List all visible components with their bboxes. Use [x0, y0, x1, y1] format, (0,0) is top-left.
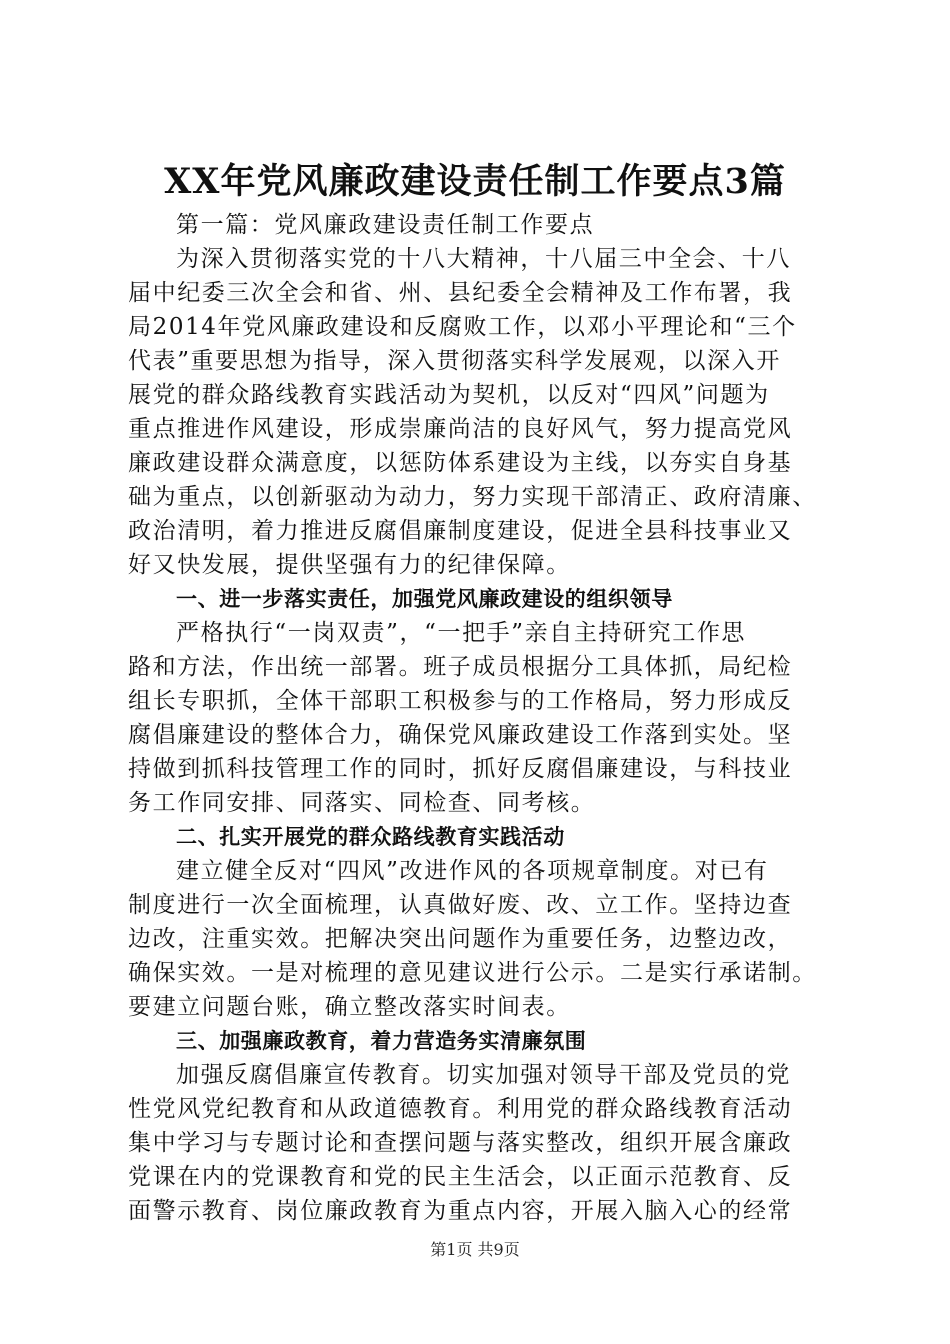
paragraph-line: 要建立问题台账，确立整改落实时间表。 [128, 994, 571, 1020]
paragraph-line: 党课在内的党课教育和党的民主生活会，以正面示范教育、反 [128, 1164, 793, 1190]
section-heading: 三、加强廉政教育，着力营造务实清廉氛围 [176, 1029, 587, 1053]
paragraph-line: 性党风党纪教育和从政道德教育。利用党的群众路线教育活动 [128, 1096, 793, 1122]
paragraph-line: 制度进行一次全面梳理，认真做好废、改、立工作。坚持边查 [128, 892, 793, 918]
paragraph-line: 建立健全反对“四风”改进作风的各项规章制度。对已有 [176, 858, 769, 884]
paragraph-line: 腐倡廉建设的整体合力，确保党风廉政建设工作落到实处。坚 [128, 722, 793, 748]
section-heading: 二、扎实开展党的群众路线教育实践活动 [176, 825, 565, 849]
paragraph-line: 政治清明，着力推进反腐倡廉制度建设，促进全县科技事业又 [128, 518, 793, 544]
paragraph-line: 好又快发展，提供坚强有力的纪律保障。 [128, 552, 571, 578]
paragraph-line: 届中纪委三次全会和省、州、县纪委全会精神及工作布署，我 [128, 280, 793, 306]
paragraph-line: 边改，注重实效。把解决突出问题作为重要任务，边整边改， [128, 926, 793, 952]
paragraph-line: 务工作同安排、同落实、同检查、同考核。 [128, 790, 596, 816]
paragraph-line: 组长专职抓，全体干部职工积极参与的工作格局，努力形成反 [128, 688, 793, 714]
paragraph-line: 加强反腐倡廉宣传教育。切实加强对领导干部及党员的党 [176, 1062, 791, 1088]
paragraph-line: 为深入贯彻落实党的十八大精神，十八届三中全会、十八 [176, 246, 791, 272]
paragraph-line: 严格执行“一岗双责”，“一把手”亲自主持研究工作思 [176, 620, 747, 646]
paragraph-line: 确保实效。一是对梳理的意见建议进行公示。二是实行承诺制。 [128, 960, 817, 986]
paragraph-line: 面警示教育、岗位廉政教育为重点内容，开展入脑入心的经常 [128, 1198, 793, 1224]
document-body [128, 208, 850, 1228]
paragraph-line: 重点推进作风建设，形成崇廉尚洁的良好风气，努力提高党风 [128, 416, 793, 442]
paragraph-line: 廉政建设群众满意度，以惩防体系建设为主线，以夯实自身基 [128, 450, 793, 476]
paragraph-line: 局2014年党风廉政建设和反腐败工作，以邓小平理论和“三个 [128, 314, 797, 340]
paragraph-line: 持做到抓科技管理工作的同时，抓好反腐倡廉建设，与科技业 [128, 756, 793, 782]
paragraph-line: 第一篇：党风廉政建设责任制工作要点 [176, 212, 595, 238]
paragraph-line: 集中学习与专题讨论和查摆问题与落实整改，组织开展含廉政 [128, 1130, 793, 1156]
section-heading: 一、进一步落实责任，加强党风廉政建设的组织领导 [176, 587, 673, 611]
paragraph-line: 础为重点，以创新驱动为动力，努力实现干部清正、政府清廉、 [128, 484, 817, 510]
paragraph-line: 路和方法，作出统一部署。班子成员根据分工具体抓，局纪检 [128, 654, 793, 680]
document-title: XX年党风廉政建设责任制工作要点3篇 [164, 161, 786, 202]
page-number-footer: 第1页 共9页 [430, 1240, 520, 1259]
paragraph-line: 展党的群众路线教育实践活动为契机，以反对“四风”问题为 [128, 382, 770, 408]
paragraph-line: 代表”重要思想为指导，深入贯彻落实科学发展观，以深入开 [128, 348, 781, 374]
